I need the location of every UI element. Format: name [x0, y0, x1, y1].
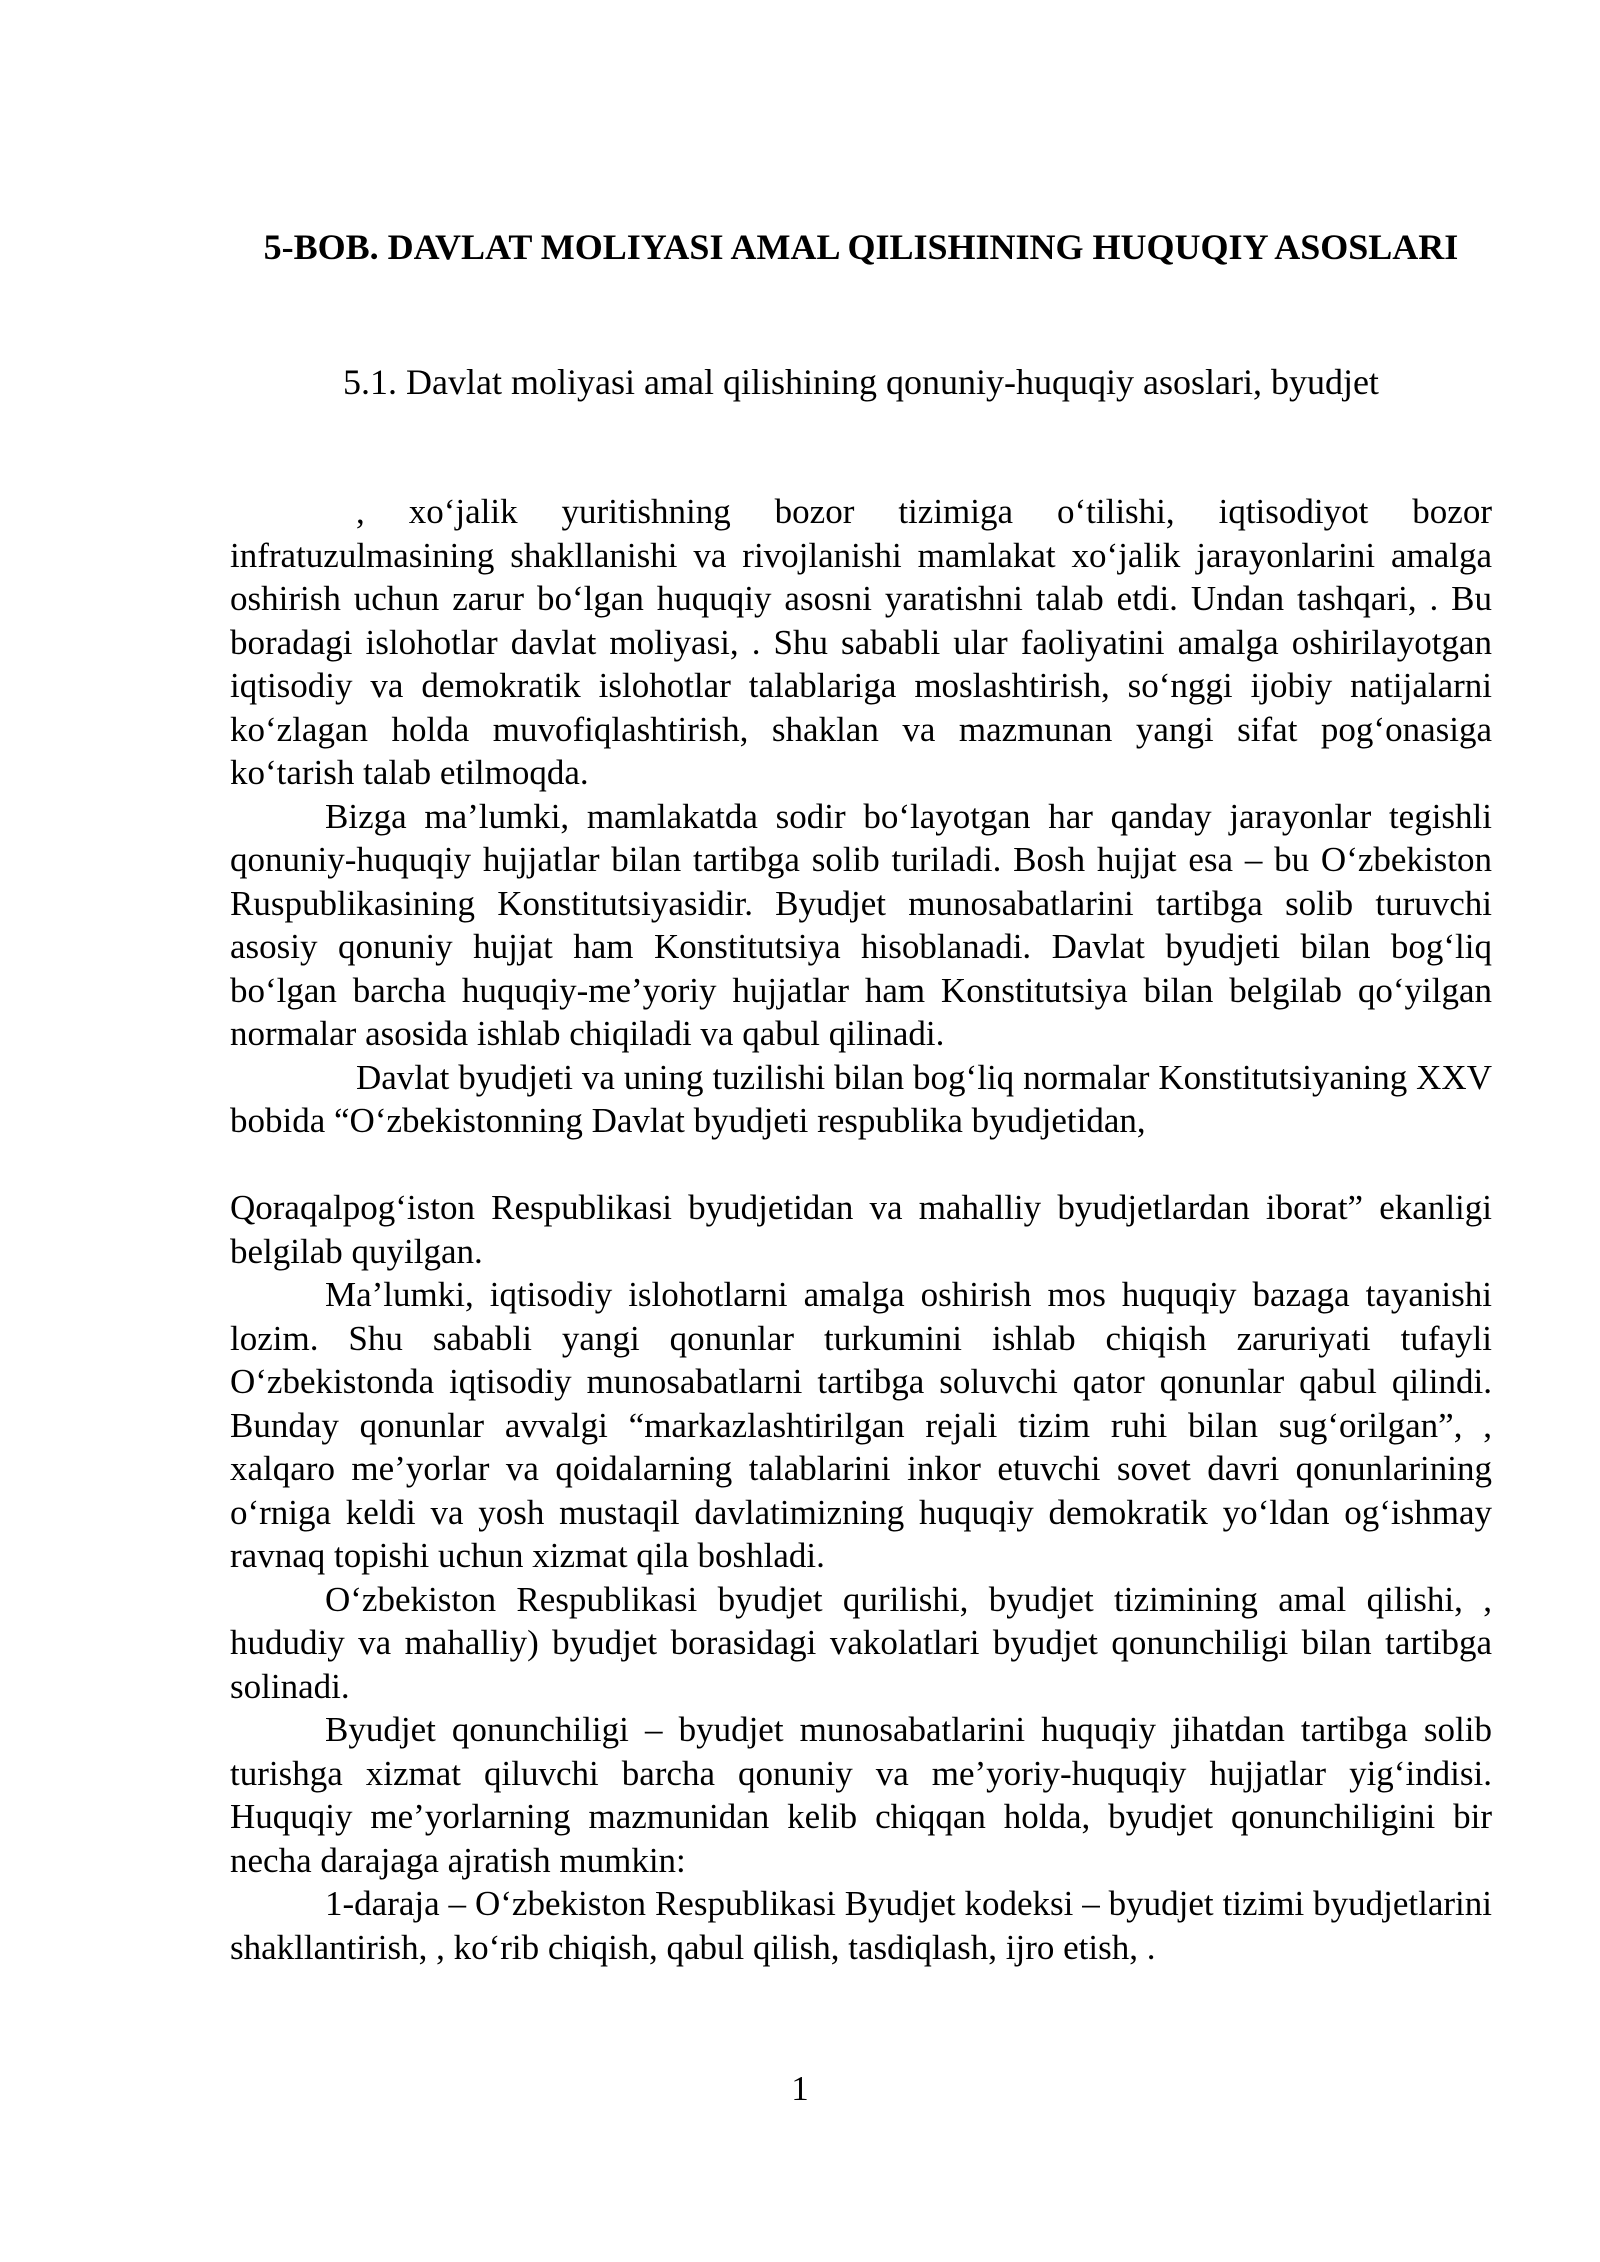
paragraph: Davlat byudjeti va uning tuzilishi bilan bog‘liq normalar Konstitutsiyaning XXV bobida “O‘zbekistonning Davlat byudjeti respublika byudjetidan, [230, 1057, 1492, 1140]
paragraph: Qoraqalpog‘iston Respublikasi byudjetidan va mahalliy byudjetlardan iborat” ekanligi belgilab quyilgan. [230, 1188, 1492, 1271]
body-text [230, 490, 1492, 1969]
paragraph: O‘zbekiston Respublikasi byudjet qurilishi, byudjet tizimining amal qilishi, , hududiy va mahalliy) byudjet borasidagi vakolatlari byudjet qonunchiligi bilan tartibga solinadi. [230, 1579, 1492, 1706]
paragraph: , xo‘jalik yuritishning bozor tizimiga o‘tilishi, iqtisodiyot bozor infratuzulmasining shakllanishi va rivojlanishi mamlakat xo‘jalik jarayonlarini amalga oshirish uchun zarur bo‘lgan huquqiy asosni yaratishni talab etdi. Undan tashqari, . Bu boradagi islohotlar davlat moliyasi, . Shu sababli ular faoliyatini amalga oshirilayotgan iqtisodiy va demokratik islohotlar talablariga moslashtirish, so‘nggi ijobiy natijalarni ko‘zlagan holda muvofiqlashtirish, shaklan va mazmunan yangi sifat pog‘onasiga ko‘tarish talab etilmoqda. [230, 492, 1492, 792]
section-heading: 5.1. Davlat moliyasi amal qilishining qonuniy-huquqiy asoslari, byudjet [343, 362, 1379, 402]
page-number: 1 [791, 2069, 809, 2108]
paragraph: 1-daraja – O‘zbekiston Respublikasi Byudjet kodeksi – byudjet tizimi byudjetlarini shakllantirish, , ko‘rib chiqish, qabul qilish, tasdiqlash, ijro etish, . [230, 1884, 1492, 1967]
paragraph: Ma’lumki, iqtisodiy islohotlarni amalga oshirish mos huquqiy bazaga tayanishi lozim. Shu sababli yangi qonunlar turkumini ishlab chiqish zaruriyati tufayli O‘zbekistonda iqtisodiy munosabatlarni tartibga soluvchi qator qonunlar qabul qilindi. Bunday qonunlar avvalgi “markazlashtirilgan rejali tizim ruhi bilan sug‘orilgan”, , xalqaro me’yorlar va qoidalarning talablarini inkor etuvchi sovet davri qonunlarining o‘rniga keldi va yosh mustaqil davlatimizning huquqiy demokratik yo‘ldan og‘ishmay ravnaq topishi uchun xizmat qila boshladi. [230, 1275, 1492, 1575]
paragraph: Byudjet qonunchiligi – byudjet munosabatlarini huquqiy jihatdan tartibga solib turishga xizmat qiluvchi barcha qonuniy va me’yoriy-huquqiy hujjatlar yig‘indisi. Huquqiy me’yorlarning mazmunidan kelib chiqqan holda, byudjet qonunchiligini bir necha darajaga ajratish mumkin: [230, 1710, 1492, 1880]
chapter-title: 5-BOB. DAVLAT MOLIYASI AMAL QILISHINING HUQUQIY ASOSLARI [263, 227, 1459, 267]
paragraph: Bizga ma’lumki, mamlakatda sodir bo‘layotgan har qanday jarayonlar tegishli qonuniy-huquqiy hujjatlar bilan tartibga solib turiladi. Bosh hujjat esa – bu O‘zbekiston Ruspublikasining Konstitutsiyasidir. Byudjet munosabatlarini tartibga solib turuvchi asosiy qonuniy hujjat ham Konstitutsiya hisoblanadi. Davlat byudjeti bilan bog‘liq bo‘lgan barcha huquqiy-me’yoriy hujjatlar ham Konstitutsiya bilan belgilab qo‘yilgan normalar asosida ishlab chiqiladi va qabul qilinadi. [230, 796, 1492, 1053]
